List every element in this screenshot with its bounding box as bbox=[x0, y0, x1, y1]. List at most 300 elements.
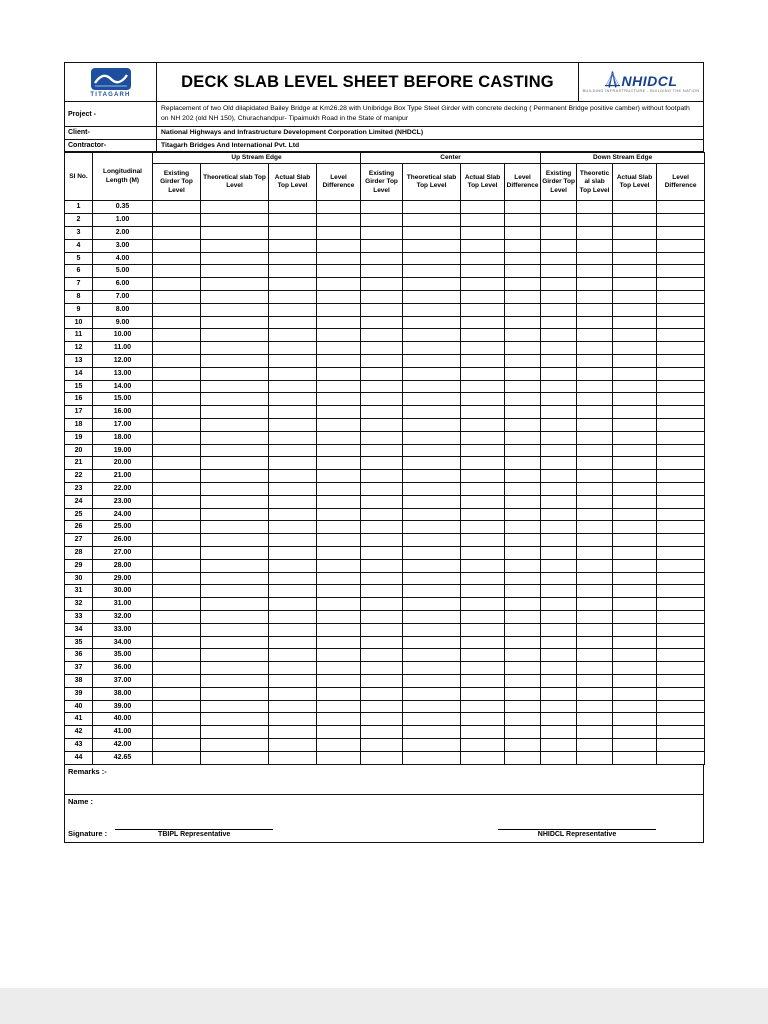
empty-level-cell bbox=[403, 457, 461, 470]
table-row bbox=[65, 201, 705, 214]
empty-level-cell bbox=[269, 393, 317, 406]
empty-level-cell bbox=[541, 380, 577, 393]
empty-level-cell bbox=[153, 649, 201, 662]
empty-level-cell bbox=[461, 751, 505, 764]
table-row bbox=[65, 406, 705, 419]
empty-level-cell bbox=[361, 419, 403, 432]
empty-level-cell bbox=[541, 610, 577, 623]
empty-level-cell bbox=[461, 265, 505, 278]
empty-level-cell bbox=[461, 649, 505, 662]
empty-level-cell bbox=[505, 367, 541, 380]
empty-level-cell bbox=[153, 598, 201, 611]
table-row bbox=[65, 508, 705, 521]
si-cell: 14 bbox=[65, 367, 93, 380]
empty-level-cell bbox=[403, 316, 461, 329]
col-header-up-level-difference: Level Difference bbox=[317, 164, 361, 201]
empty-level-cell bbox=[577, 636, 613, 649]
si-cell: 43 bbox=[65, 738, 93, 751]
empty-level-cell bbox=[541, 751, 577, 764]
empty-level-cell bbox=[403, 559, 461, 572]
client-label: Client- bbox=[65, 127, 157, 139]
empty-level-cell bbox=[657, 700, 705, 713]
length-cell: 5.00 bbox=[93, 265, 153, 278]
empty-level-cell bbox=[577, 252, 613, 265]
empty-level-cell bbox=[403, 534, 461, 547]
empty-level-cell bbox=[577, 738, 613, 751]
empty-level-cell bbox=[505, 380, 541, 393]
name-label: Name : bbox=[68, 796, 94, 806]
empty-level-cell bbox=[361, 610, 403, 623]
col-header-down-existing-girder: Existing Girder Top Level bbox=[541, 164, 577, 201]
empty-level-cell bbox=[153, 380, 201, 393]
length-cell: 28.00 bbox=[93, 559, 153, 572]
empty-level-cell bbox=[541, 342, 577, 355]
empty-level-cell bbox=[201, 674, 269, 687]
empty-level-cell bbox=[201, 239, 269, 252]
col-header-length: Longitudinal Length (M) bbox=[93, 153, 153, 201]
empty-level-cell bbox=[505, 700, 541, 713]
empty-level-cell bbox=[269, 201, 317, 214]
nhidcl-logo-text: NHIDCL bbox=[621, 72, 678, 89]
empty-level-cell bbox=[541, 406, 577, 419]
empty-level-cell bbox=[577, 316, 613, 329]
empty-level-cell bbox=[317, 687, 361, 700]
empty-level-cell bbox=[361, 227, 403, 240]
empty-level-cell bbox=[461, 636, 505, 649]
empty-level-cell bbox=[577, 649, 613, 662]
empty-level-cell bbox=[317, 367, 361, 380]
empty-level-cell bbox=[541, 265, 577, 278]
si-cell: 44 bbox=[65, 751, 93, 764]
empty-level-cell bbox=[361, 303, 403, 316]
length-cell: 36.00 bbox=[93, 662, 153, 675]
length-cell: 1.00 bbox=[93, 214, 153, 227]
empty-level-cell bbox=[317, 291, 361, 304]
empty-level-cell bbox=[613, 393, 657, 406]
empty-level-cell bbox=[461, 521, 505, 534]
empty-level-cell bbox=[577, 419, 613, 432]
empty-level-cell bbox=[613, 457, 657, 470]
table-row bbox=[65, 662, 705, 675]
empty-level-cell bbox=[613, 610, 657, 623]
table-row bbox=[65, 598, 705, 611]
table-row bbox=[65, 546, 705, 559]
si-cell: 20 bbox=[65, 444, 93, 457]
empty-level-cell bbox=[361, 329, 403, 342]
empty-level-cell bbox=[577, 406, 613, 419]
empty-level-cell bbox=[577, 521, 613, 534]
empty-level-cell bbox=[361, 546, 403, 559]
si-cell: 38 bbox=[65, 674, 93, 687]
table-row bbox=[65, 738, 705, 751]
empty-level-cell bbox=[269, 495, 317, 508]
empty-level-cell bbox=[541, 214, 577, 227]
empty-level-cell bbox=[613, 700, 657, 713]
empty-level-cell bbox=[505, 342, 541, 355]
empty-level-cell bbox=[153, 393, 201, 406]
length-cell: 31.00 bbox=[93, 598, 153, 611]
length-cell: 10.00 bbox=[93, 329, 153, 342]
empty-level-cell bbox=[269, 649, 317, 662]
empty-level-cell bbox=[317, 751, 361, 764]
empty-level-cell bbox=[541, 367, 577, 380]
empty-level-cell bbox=[505, 239, 541, 252]
si-cell: 1 bbox=[65, 201, 93, 214]
empty-level-cell bbox=[269, 316, 317, 329]
nhidcl-signature-block bbox=[498, 821, 656, 838]
empty-level-cell bbox=[269, 444, 317, 457]
empty-level-cell bbox=[361, 687, 403, 700]
empty-level-cell bbox=[577, 534, 613, 547]
empty-level-cell bbox=[541, 316, 577, 329]
empty-level-cell bbox=[541, 623, 577, 636]
empty-level-cell bbox=[577, 393, 613, 406]
empty-level-cell bbox=[201, 649, 269, 662]
empty-level-cell bbox=[361, 534, 403, 547]
empty-level-cell bbox=[361, 214, 403, 227]
empty-level-cell bbox=[541, 457, 577, 470]
empty-level-cell bbox=[153, 278, 201, 291]
contractor-row bbox=[64, 140, 704, 153]
empty-level-cell bbox=[201, 598, 269, 611]
table-row bbox=[65, 278, 705, 291]
length-cell: 39.00 bbox=[93, 700, 153, 713]
empty-level-cell bbox=[317, 380, 361, 393]
empty-level-cell bbox=[317, 546, 361, 559]
empty-level-cell bbox=[317, 534, 361, 547]
empty-level-cell bbox=[361, 201, 403, 214]
empty-level-cell bbox=[577, 713, 613, 726]
empty-level-cell bbox=[505, 316, 541, 329]
empty-level-cell bbox=[201, 470, 269, 483]
empty-level-cell bbox=[461, 393, 505, 406]
empty-level-cell bbox=[317, 329, 361, 342]
empty-level-cell bbox=[613, 546, 657, 559]
empty-level-cell bbox=[317, 674, 361, 687]
si-cell: 7 bbox=[65, 278, 93, 291]
level-table-body bbox=[65, 201, 705, 764]
empty-level-cell bbox=[153, 674, 201, 687]
empty-level-cell bbox=[403, 700, 461, 713]
empty-level-cell bbox=[361, 700, 403, 713]
empty-level-cell bbox=[541, 419, 577, 432]
length-cell: 30.00 bbox=[93, 585, 153, 598]
empty-level-cell bbox=[269, 572, 317, 585]
empty-level-cell bbox=[657, 252, 705, 265]
empty-level-cell bbox=[153, 444, 201, 457]
col-header-up-theoretical-slab: Theoretical slab Top Level bbox=[201, 164, 269, 201]
empty-level-cell bbox=[269, 546, 317, 559]
empty-level-cell bbox=[461, 406, 505, 419]
empty-level-cell bbox=[461, 662, 505, 675]
nhidcl-tagline: BUILDING INFRASTRUCTURE - BUILDING THE NATION bbox=[582, 89, 700, 94]
empty-level-cell bbox=[269, 674, 317, 687]
empty-level-cell bbox=[505, 585, 541, 598]
empty-level-cell bbox=[657, 738, 705, 751]
empty-level-cell bbox=[461, 572, 505, 585]
empty-level-cell bbox=[269, 751, 317, 764]
empty-level-cell bbox=[361, 738, 403, 751]
empty-level-cell bbox=[577, 342, 613, 355]
empty-level-cell bbox=[541, 687, 577, 700]
empty-level-cell bbox=[461, 252, 505, 265]
empty-level-cell bbox=[403, 636, 461, 649]
titagarh-emblem-icon bbox=[90, 67, 132, 91]
length-cell: 21.00 bbox=[93, 470, 153, 483]
empty-level-cell bbox=[577, 444, 613, 457]
si-cell: 19 bbox=[65, 431, 93, 444]
length-cell: 42.65 bbox=[93, 751, 153, 764]
empty-level-cell bbox=[269, 585, 317, 598]
empty-level-cell bbox=[613, 585, 657, 598]
table-row bbox=[65, 534, 705, 547]
empty-level-cell bbox=[505, 483, 541, 496]
empty-level-cell bbox=[505, 598, 541, 611]
empty-level-cell bbox=[657, 585, 705, 598]
table-row bbox=[65, 214, 705, 227]
empty-level-cell bbox=[317, 355, 361, 368]
empty-level-cell bbox=[403, 252, 461, 265]
empty-level-cell bbox=[317, 495, 361, 508]
table-row bbox=[65, 713, 705, 726]
empty-level-cell bbox=[403, 380, 461, 393]
empty-level-cell bbox=[577, 278, 613, 291]
empty-level-cell bbox=[403, 610, 461, 623]
group-header-upstream: Up Stream Edge bbox=[153, 153, 361, 164]
si-cell: 26 bbox=[65, 521, 93, 534]
empty-level-cell bbox=[505, 546, 541, 559]
empty-level-cell bbox=[153, 585, 201, 598]
empty-level-cell bbox=[541, 227, 577, 240]
empty-level-cell bbox=[269, 303, 317, 316]
si-cell: 13 bbox=[65, 355, 93, 368]
empty-level-cell bbox=[201, 687, 269, 700]
si-cell: 22 bbox=[65, 470, 93, 483]
empty-level-cell bbox=[201, 521, 269, 534]
length-cell: 20.00 bbox=[93, 457, 153, 470]
empty-level-cell bbox=[577, 470, 613, 483]
empty-level-cell bbox=[201, 380, 269, 393]
length-cell: 2.00 bbox=[93, 227, 153, 240]
empty-level-cell bbox=[269, 367, 317, 380]
empty-level-cell bbox=[403, 483, 461, 496]
client-value: National Highways and Infrastructure Development Corporation Limited (NHDCL) bbox=[161, 129, 424, 136]
empty-level-cell bbox=[403, 572, 461, 585]
empty-level-cell bbox=[317, 214, 361, 227]
si-cell: 12 bbox=[65, 342, 93, 355]
empty-level-cell bbox=[317, 559, 361, 572]
si-cell: 3 bbox=[65, 227, 93, 240]
empty-level-cell bbox=[657, 636, 705, 649]
si-cell: 28 bbox=[65, 546, 93, 559]
empty-level-cell bbox=[577, 674, 613, 687]
empty-level-cell bbox=[317, 610, 361, 623]
empty-level-cell bbox=[403, 521, 461, 534]
empty-level-cell bbox=[317, 726, 361, 739]
empty-level-cell bbox=[403, 598, 461, 611]
length-cell: 23.00 bbox=[93, 495, 153, 508]
empty-level-cell bbox=[613, 419, 657, 432]
table-row bbox=[65, 342, 705, 355]
empty-level-cell bbox=[461, 610, 505, 623]
empty-level-cell bbox=[153, 457, 201, 470]
empty-level-cell bbox=[577, 687, 613, 700]
length-cell: 24.00 bbox=[93, 508, 153, 521]
empty-level-cell bbox=[201, 278, 269, 291]
empty-level-cell bbox=[361, 457, 403, 470]
empty-level-cell bbox=[269, 726, 317, 739]
empty-level-cell bbox=[403, 239, 461, 252]
si-cell: 8 bbox=[65, 291, 93, 304]
empty-level-cell bbox=[317, 201, 361, 214]
col-header-c-level-difference: Level Difference bbox=[505, 164, 541, 201]
empty-level-cell bbox=[361, 649, 403, 662]
table-row bbox=[65, 636, 705, 649]
empty-level-cell bbox=[317, 598, 361, 611]
empty-level-cell bbox=[201, 585, 269, 598]
empty-level-cell bbox=[505, 457, 541, 470]
empty-level-cell bbox=[613, 495, 657, 508]
empty-level-cell bbox=[153, 713, 201, 726]
empty-level-cell bbox=[657, 495, 705, 508]
empty-level-cell bbox=[317, 649, 361, 662]
empty-level-cell bbox=[657, 572, 705, 585]
empty-level-cell bbox=[153, 700, 201, 713]
empty-level-cell bbox=[317, 393, 361, 406]
si-cell: 16 bbox=[65, 393, 93, 406]
empty-level-cell bbox=[577, 610, 613, 623]
empty-level-cell bbox=[613, 278, 657, 291]
empty-level-cell bbox=[657, 342, 705, 355]
empty-level-cell bbox=[613, 367, 657, 380]
empty-level-cell bbox=[403, 355, 461, 368]
empty-level-cell bbox=[317, 431, 361, 444]
empty-level-cell bbox=[541, 649, 577, 662]
empty-level-cell bbox=[269, 713, 317, 726]
empty-level-cell bbox=[461, 700, 505, 713]
empty-level-cell bbox=[153, 636, 201, 649]
empty-level-cell bbox=[657, 687, 705, 700]
empty-level-cell bbox=[153, 738, 201, 751]
empty-level-cell bbox=[505, 508, 541, 521]
empty-level-cell bbox=[403, 495, 461, 508]
empty-level-cell bbox=[269, 214, 317, 227]
table-row bbox=[65, 470, 705, 483]
col-header-c-theoretical-slab: Theoretical slab Top Level bbox=[403, 164, 461, 201]
empty-level-cell bbox=[505, 687, 541, 700]
length-cell: 3.00 bbox=[93, 239, 153, 252]
empty-level-cell bbox=[317, 239, 361, 252]
empty-level-cell bbox=[577, 367, 613, 380]
empty-level-cell bbox=[201, 329, 269, 342]
empty-level-cell bbox=[201, 431, 269, 444]
empty-level-cell bbox=[361, 521, 403, 534]
si-cell: 30 bbox=[65, 572, 93, 585]
empty-level-cell bbox=[153, 508, 201, 521]
empty-level-cell bbox=[403, 470, 461, 483]
empty-level-cell bbox=[613, 649, 657, 662]
column-header-row bbox=[65, 164, 705, 201]
si-cell: 11 bbox=[65, 329, 93, 342]
length-cell: 35.00 bbox=[93, 649, 153, 662]
empty-level-cell bbox=[541, 598, 577, 611]
empty-level-cell bbox=[317, 342, 361, 355]
empty-level-cell bbox=[153, 355, 201, 368]
empty-level-cell bbox=[505, 227, 541, 240]
empty-level-cell bbox=[577, 303, 613, 316]
empty-level-cell bbox=[269, 470, 317, 483]
empty-level-cell bbox=[403, 726, 461, 739]
si-cell: 15 bbox=[65, 380, 93, 393]
si-cell: 17 bbox=[65, 406, 93, 419]
empty-level-cell bbox=[541, 713, 577, 726]
empty-level-cell bbox=[201, 534, 269, 547]
empty-level-cell bbox=[153, 751, 201, 764]
si-cell: 6 bbox=[65, 265, 93, 278]
empty-level-cell bbox=[269, 227, 317, 240]
empty-level-cell bbox=[541, 470, 577, 483]
empty-level-cell bbox=[657, 291, 705, 304]
length-cell: 19.00 bbox=[93, 444, 153, 457]
empty-level-cell bbox=[269, 610, 317, 623]
si-cell: 5 bbox=[65, 252, 93, 265]
length-cell: 26.00 bbox=[93, 534, 153, 547]
empty-level-cell bbox=[541, 585, 577, 598]
empty-level-cell bbox=[361, 508, 403, 521]
empty-level-cell bbox=[657, 355, 705, 368]
empty-level-cell bbox=[317, 585, 361, 598]
empty-level-cell bbox=[201, 572, 269, 585]
empty-level-cell bbox=[505, 470, 541, 483]
empty-level-cell bbox=[657, 214, 705, 227]
empty-level-cell bbox=[577, 572, 613, 585]
empty-level-cell bbox=[613, 380, 657, 393]
length-cell: 18.00 bbox=[93, 431, 153, 444]
group-header-center: Center bbox=[361, 153, 541, 164]
empty-level-cell bbox=[201, 636, 269, 649]
empty-level-cell bbox=[657, 444, 705, 457]
empty-level-cell bbox=[657, 610, 705, 623]
empty-level-cell bbox=[361, 598, 403, 611]
empty-level-cell bbox=[403, 367, 461, 380]
contractor-value: Titagarh Bridges And International Pvt. Ltd bbox=[161, 141, 300, 149]
contractor-label: Contractor- bbox=[65, 140, 157, 152]
empty-level-cell bbox=[577, 291, 613, 304]
empty-level-cell bbox=[361, 393, 403, 406]
empty-level-cell bbox=[269, 329, 317, 342]
empty-level-cell bbox=[361, 623, 403, 636]
empty-level-cell bbox=[461, 419, 505, 432]
empty-level-cell bbox=[541, 546, 577, 559]
empty-level-cell bbox=[153, 610, 201, 623]
empty-level-cell bbox=[613, 572, 657, 585]
si-cell: 25 bbox=[65, 508, 93, 521]
si-cell: 37 bbox=[65, 662, 93, 675]
empty-level-cell bbox=[461, 483, 505, 496]
empty-level-cell bbox=[541, 201, 577, 214]
empty-level-cell bbox=[269, 636, 317, 649]
empty-level-cell bbox=[613, 329, 657, 342]
table-row bbox=[65, 444, 705, 457]
client-row bbox=[64, 127, 704, 140]
empty-level-cell bbox=[657, 239, 705, 252]
length-cell: 7.00 bbox=[93, 291, 153, 304]
empty-level-cell bbox=[201, 559, 269, 572]
empty-level-cell bbox=[461, 431, 505, 444]
empty-level-cell bbox=[577, 751, 613, 764]
page-title: DECK SLAB LEVEL SHEET BEFORE CASTING bbox=[157, 63, 579, 101]
si-cell: 41 bbox=[65, 713, 93, 726]
